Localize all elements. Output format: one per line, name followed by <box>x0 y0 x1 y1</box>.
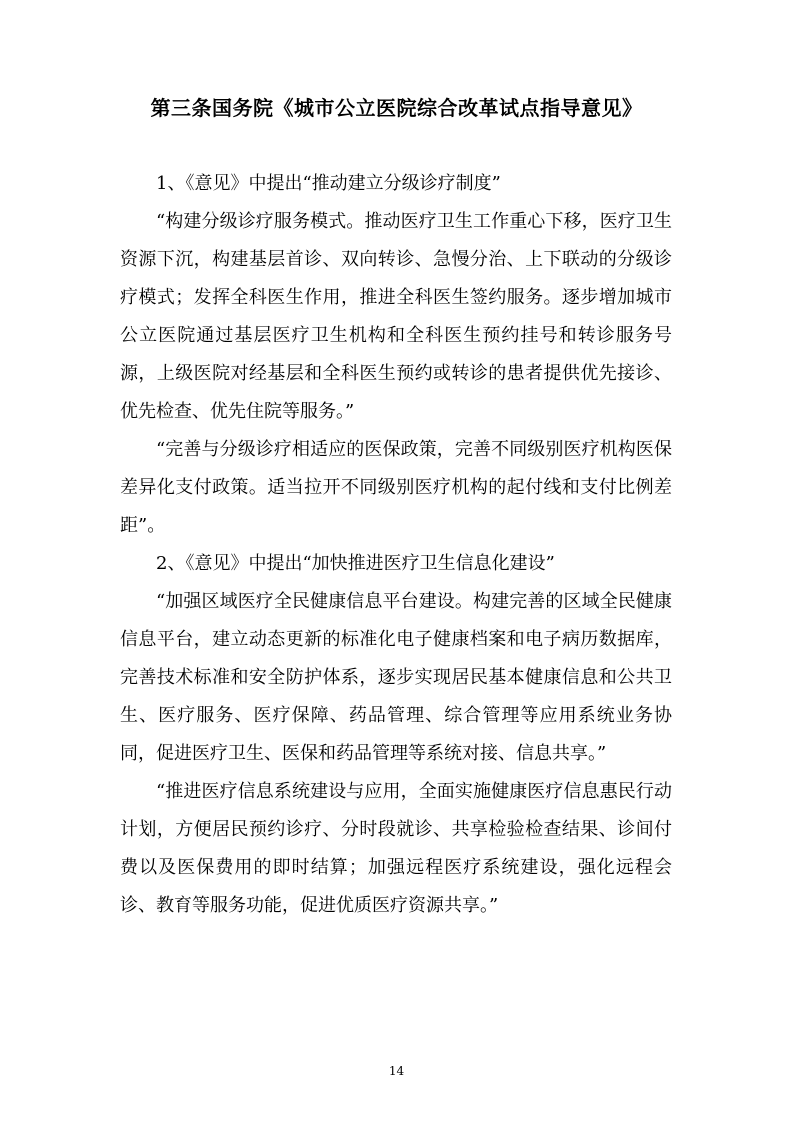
paragraph-health-info-platform: “加强区域医疗全民健康信息平台建设。构建完善的区域全民健康信息平台，建立动态更新的标准化电子健康档案和电子病历数据库，完善技术标准和安全防护体系，逐步实现居民基本健康信息和公共卫生、医疗服务、医疗保障、药品管理、综合管理等应用系统业务协同，促进医疗卫生、医保和药品管理等系统对接、信息共享。” <box>120 591 672 764</box>
paragraph-section-2-heading: 2、《意见》中提出“加快推进医疗卫生信息化建设” <box>156 553 555 574</box>
paragraph-tiered-diagnosis-model: “构建分级诊疗服务模式。推动医疗卫生工作重心下移，医疗卫生资源下沉，构建基层首诊、双向转诊、急慢分治、上下联动的分级诊疗模式；发挥全科医生作用，推进全科医生签约服务。逐步增加城市公立医院通过基层医疗卫生机构和全科医生预约挂号和转诊服务号源，上级医院对经基层和全科医生预约或转诊的患者提供优先接诊、优先检查、优先住院等服务。” <box>120 211 672 422</box>
paragraph-insurance-policy: “完善与分级诊疗相适应的医保政策，完善不同级别医疗机构医保差异化支付政策。适当拉开不同级别医疗机构的起付线和支付比例差距”。 <box>120 439 672 536</box>
paragraph-medical-info-system: “推进医疗信息系统建设与应用，全面实施健康医疗信息惠民行动计划，方便居民预约诊疗、分时段就诊、共享检验检查结果、诊间付费以及医保费用的即时结算；加强远程医疗系统建设，强化远程会诊、教育等服务功能，促进优质医疗资源共享。” <box>120 781 672 916</box>
page-number: 14 <box>388 1064 405 1078</box>
document-body <box>120 165 672 925</box>
document-title: 第三条国务院《城市公立医院综合改革试点指导意见》 <box>150 96 643 120</box>
paragraph-section-1-heading: 1、《意见》中提出“推动建立分级诊疗制度” <box>156 173 501 194</box>
